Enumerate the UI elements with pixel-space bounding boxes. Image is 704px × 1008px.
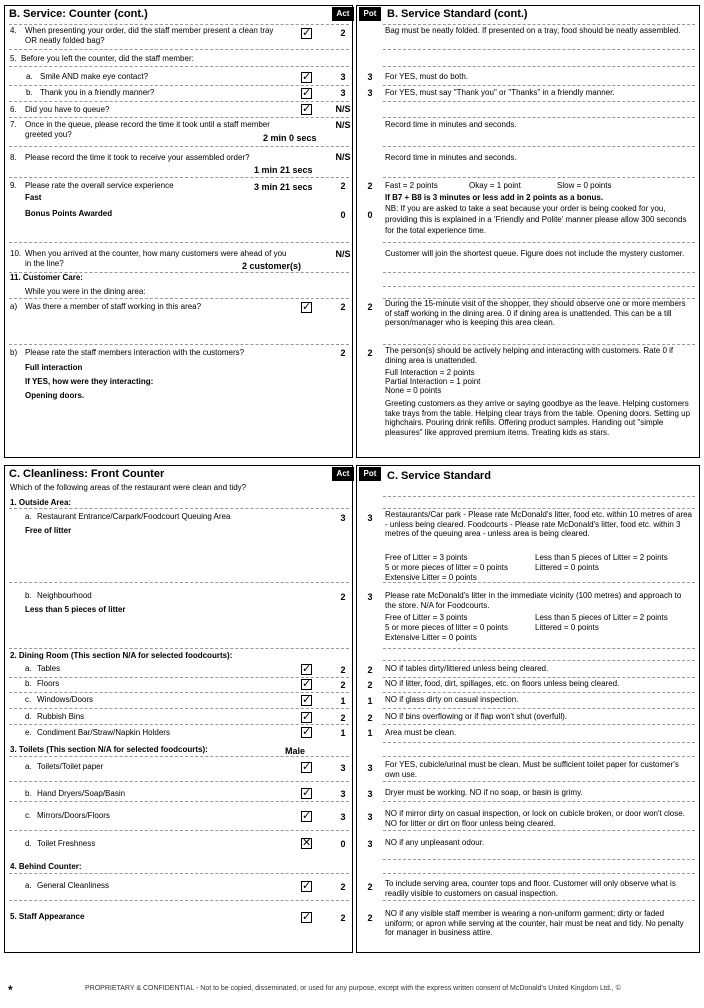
s1b-answer: Less than 5 pieces of litter: [25, 605, 126, 614]
q5a-letter: a.: [26, 72, 33, 81]
s1a-littered: Littered = 0 points: [535, 563, 599, 572]
footer-confidential: PROPRIETARY & CONFIDENTIAL - Not to be copied, disseminated, or used for any purpose, except with the express written consent of McDonald's United Kingdom Ltd., ©: [85, 985, 621, 992]
s3b-text: Hand Dryers/Soap/Basin: [37, 789, 126, 798]
s2c-checkbox[interactable]: ✓: [302, 694, 312, 706]
cleanliness-title: C. Cleanliness: Front Counter: [9, 468, 165, 480]
s1a-litter-free: Free of Litter = 3 points: [385, 553, 468, 562]
q11b-standard-partial: Partial Interaction = 1 point: [385, 377, 481, 386]
s4a-potential-score: 2: [367, 882, 373, 892]
q9-bonus-label: Bonus Points Awarded: [25, 209, 113, 218]
q11a-standard: During the 15-minute visit of the shopper, they should observe one or more members of staff working in the dining area. 0 if dining area is unattended. This can be a till person/manager who is keeping this area clean.: [385, 299, 686, 328]
s2d-potential-score: 2: [367, 713, 373, 723]
q11b-how-label: If YES, how were they interacting:: [25, 377, 154, 386]
q9-standard-note: NB: If you are asked to take a seat because your order is being cooked for you, providing this is explained in a 'Friendly and Polite' manner please allow 300 seconds for the total experience time.: [385, 204, 687, 235]
s2e-text: Condiment Bar/Straw/Napkin Holders: [37, 728, 170, 737]
q5a-actual-score: 3: [340, 72, 346, 82]
q9-potential-score: 2: [367, 181, 373, 191]
s1b-littered: Littered = 0 points: [535, 623, 599, 632]
q5-number: 5.: [10, 54, 17, 63]
q8-standard: Record time in minutes and seconds.: [385, 153, 517, 162]
cleanliness-standard-panel: [356, 465, 700, 953]
s1b-actual-score: 2: [340, 592, 346, 602]
q11b-potential-score: 2: [367, 348, 373, 358]
s1b-litter-more5: 5 or more pieces of litter = 0 points: [385, 623, 508, 632]
section-title: B. Service: Counter (cont.): [9, 8, 148, 20]
q5a-standard: For YES, must do both.: [385, 72, 469, 81]
s4a-text: General Cleanliness: [37, 881, 110, 890]
s1b-litter-free: Free of Litter = 3 points: [385, 613, 468, 622]
q11b-letter: b): [10, 348, 18, 357]
q11-subtitle: While you were in the dining area:: [25, 287, 146, 296]
s1b-text: Neighbourhood: [37, 591, 92, 600]
q9-time-value: 3 min 21 secs: [254, 182, 313, 192]
cleanliness-intro: Which of the following areas of the restaurant were clean and tidy?: [10, 483, 247, 492]
s1a-litter-less5: Less than 5 pieces of Litter = 2 points: [535, 553, 668, 562]
q8-number: 8.: [10, 153, 17, 162]
s3a-letter: a.: [25, 762, 32, 771]
service-standard-panel: [356, 5, 700, 458]
q11a-actual-score: 2: [340, 302, 346, 312]
q11a-letter: a): [10, 302, 18, 311]
q11b-standard-examples: Greeting customers as they arrive or saying goodbye as the leave. Helping customers take trays from the table. Helping clear trays from the table. Opening doors. Setting up highchairs. Pouring drink refills. Offering product samples. Handing out "simple pleasures" like approved premium items. Treating kids as stars.: [385, 399, 691, 437]
q9-bonus-actual-score: 0: [340, 210, 346, 220]
q5a-potential-score: 3: [367, 72, 373, 82]
s1a-actual-score: 3: [340, 513, 346, 523]
s2a-potential-score: 2: [367, 665, 373, 675]
q11b-how-answer: Opening doors.: [25, 391, 85, 400]
s2d-letter: d.: [25, 712, 32, 721]
s1a-letter: a.: [25, 512, 32, 521]
q6-actual-score: N/S: [335, 104, 351, 114]
s2a-text: Tables: [37, 664, 61, 673]
s1b-litter-extensive: Extensive Litter = 0 points: [385, 633, 477, 642]
q8-time-value: 1 min 21 secs: [254, 165, 313, 175]
s1b-letter: b.: [25, 591, 32, 600]
s2a-letter: a.: [25, 664, 32, 673]
q5-text: Before you left the counter, did the staff member:: [21, 54, 194, 63]
s1a-answer: Free of litter: [25, 526, 72, 535]
s3b-letter: b.: [25, 789, 32, 798]
q11a-checkbox[interactable]: ✓: [302, 301, 312, 313]
outside-area-heading: 1. Outside Area:: [10, 498, 72, 507]
q7-time-value: 2 min 0 secs: [263, 133, 317, 143]
s2b-standard: NO if litter, food, dirt, spillages, etc. on floors unless being cleared.: [385, 679, 620, 688]
s5-potential-score: 2: [367, 913, 373, 923]
q4-actual-score: 2: [340, 28, 346, 38]
s3c-letter: c.: [25, 811, 32, 820]
s2b-letter: b.: [25, 679, 32, 688]
q5b-letter: b.: [26, 88, 33, 97]
q7-actual-score: N/S: [335, 120, 351, 130]
s3a-checkbox[interactable]: ✓: [302, 761, 312, 773]
s3d-checkbox[interactable]: ✕: [302, 837, 312, 849]
s3b-standard: Dryer must be working. NO if no soap, or basin is grimy.: [385, 788, 583, 797]
q8-text: Please record the time it took to receive your assembled order?: [25, 153, 250, 162]
q5b-standard: For YES, must say "Thank you" or "Thanks" in a friendly manner.: [385, 88, 615, 97]
q5b-potential-score: 3: [367, 88, 373, 98]
s1a-potential-score: 3: [367, 513, 373, 523]
s2e-checkbox[interactable]: ✓: [302, 726, 312, 738]
s2d-actual-score: 2: [340, 713, 346, 723]
s3c-actual-score: 3: [340, 812, 346, 822]
s1a-text: Restaurant Entrance/Carpark/Foodcourt Queuing Area: [37, 512, 231, 521]
s3d-text: Toilet Freshness: [37, 839, 96, 848]
q9-answer: Fast: [25, 193, 42, 202]
s2c-text: Windows/Doors: [37, 695, 94, 704]
footer-star: *: [8, 983, 13, 997]
act-column-header: Act: [332, 7, 354, 21]
s3d-potential-score: 3: [367, 839, 373, 849]
q9-text: Please rate the overall service experience: [25, 181, 174, 190]
q4-checkbox[interactable]: ✓: [302, 27, 312, 39]
q9-actual-score: 2: [340, 181, 346, 191]
s2c-actual-score: 1: [340, 696, 346, 706]
q10-text: When you arrived at the counter, how many customers were ahead of you in the line?: [25, 249, 287, 268]
s1b-potential-score: 3: [367, 592, 373, 602]
toilets-heading: 3. Toilets (This section N/A for selected foodcourts):: [10, 745, 208, 754]
s3a-standard: For YES, cubicle/urinal must be clean. Must be sufficient toilet paper for customer's own use.: [385, 760, 679, 779]
q9-standard-fast: Fast = 2 points: [385, 181, 438, 190]
pot-column-header: Pot: [359, 7, 381, 21]
s2b-checkbox[interactable]: ✓: [302, 678, 312, 690]
s1a-litter-more5: 5 or more pieces of litter = 0 points: [385, 563, 508, 572]
s3b-checkbox[interactable]: ✓: [302, 787, 312, 799]
s3b-potential-score: 3: [367, 789, 373, 799]
s2d-text: Rubbish Bins: [37, 712, 85, 721]
s2d-standard: NO if bins overflowing or if flap won't shut (overfull).: [385, 712, 568, 721]
q8-actual-score: N/S: [335, 152, 351, 162]
q9-bonus-potential-score: 0: [367, 210, 373, 220]
cleanliness-panel: [4, 465, 353, 953]
s3c-standard: NO if mirror dirty on casual inspection, or lock on cubicle broken, or door won't close. NO for litter or dirt on floor unless being cleared.: [385, 809, 685, 828]
s3d-standard: NO if any unpleasant odour.: [385, 838, 485, 847]
s5-standard: NO if any visible staff member is wearing a non-uniform garment; dirty or faded uniform; or apron while serving at the counter, hair must be neat and tidy. No penalty for manager in business attire.: [385, 909, 684, 938]
toilets-gender: Male: [285, 746, 306, 756]
pot-column-header-2: Pot: [359, 467, 381, 481]
s3a-potential-score: 3: [367, 763, 373, 773]
q7-text: Once in the queue, please record the time it took until a staff member greeted you?: [25, 120, 270, 139]
behind-counter-heading: 4. Behind Counter:: [10, 862, 82, 871]
q11-title: 11. Customer Care:: [10, 273, 83, 282]
s3c-text: Mirrors/Doors/Floors: [37, 811, 110, 820]
q5b-checkbox[interactable]: ✓: [302, 87, 312, 99]
q11b-answer: Full interaction: [25, 363, 83, 372]
s3a-actual-score: 3: [340, 763, 346, 773]
q11a-text: Was there a member of staff working in this area?: [25, 302, 202, 311]
q11b-text: Please rate the staff members interaction with the customers?: [25, 348, 245, 357]
s5-checkbox[interactable]: ✓: [302, 911, 312, 923]
q6-number: 6.: [10, 105, 17, 114]
q10-count-value: 2 customer(s): [242, 261, 302, 271]
s3a-text: Toilets/Toilet paper: [37, 762, 104, 771]
standard-title: B. Service Standard (cont.): [387, 8, 528, 20]
q5a-checkbox[interactable]: ✓: [302, 71, 312, 83]
q5b-text: Thank you in a friendly manner?: [40, 88, 155, 97]
s2a-checkbox[interactable]: ✓: [302, 663, 312, 675]
act-column-header-2: Act: [332, 467, 354, 481]
q9-standard-slow: Slow = 0 points: [557, 181, 612, 190]
s3d-actual-score: 0: [340, 839, 346, 849]
q9-standard-bonus: If B7 + B8 is 3 minutes or less add in 2 points as a bonus.: [385, 193, 604, 202]
s2c-potential-score: 1: [367, 696, 373, 706]
staff-appearance-heading: 5. Staff Appearance: [10, 912, 85, 921]
q9-number: 9.: [10, 181, 17, 190]
q5b-actual-score: 3: [340, 88, 346, 98]
q9-standard-okay: Okay = 1 point: [469, 181, 521, 190]
s3d-letter: d.: [25, 839, 32, 848]
s2a-standard: NO if tables dirty/littered unless being cleared.: [385, 664, 549, 673]
s2b-text: Floors: [37, 679, 60, 688]
s2b-actual-score: 2: [340, 680, 346, 690]
q6-checkbox[interactable]: ✓: [302, 103, 312, 115]
s1a-litter-extensive: Extensive Litter = 0 points: [385, 573, 477, 582]
s2d-checkbox[interactable]: ✓: [302, 711, 312, 723]
s2e-letter: e.: [25, 728, 32, 737]
s3c-potential-score: 3: [367, 812, 373, 822]
q11b-standard-full: Full Interaction = 2 points: [385, 368, 475, 377]
s1b-litter-less5: Less than 5 pieces of Litter = 2 points: [535, 613, 668, 622]
q11a-potential-score: 2: [367, 302, 373, 312]
q10-standard: Customer will join the shortest queue. Figure does not include the mystery customer.: [385, 249, 685, 258]
q6-text: Did you have to queue?: [25, 105, 110, 114]
q5a-text: Smile AND make eye contact?: [40, 72, 149, 81]
s4a-actual-score: 2: [340, 882, 346, 892]
service-counter-panel: [4, 5, 353, 458]
s1a-standard: Restaurants/Car park - Please rate McDonald's litter, food etc. within 10 metres of area - unless being cleared. Foodcourts - Please rate McDonald's litter, food etc. within 3 metres of the queuing area - unless area is being cleared.: [385, 510, 692, 539]
q11b-standard-intro: The person(s) should be actively helping and interacting with customers. Rate 0 if dining area is unattended.: [385, 346, 674, 365]
s2c-letter: c.: [25, 695, 32, 704]
q10-number: 10.: [10, 249, 22, 258]
s4a-checkbox[interactable]: ✓: [302, 880, 312, 892]
s2e-potential-score: 1: [367, 728, 373, 738]
dining-room-heading: 2. Dining Room (This section N/A for selected foodcourts):: [10, 651, 233, 660]
s5-actual-score: 2: [340, 913, 346, 923]
s4a-standard: To include serving area, counter tops and floor. Customer will only observe what is readily visible to customers on casual inspection.: [385, 879, 676, 898]
q7-number: 7.: [10, 120, 17, 129]
q10-actual-score: N/S: [335, 249, 351, 259]
s4a-letter: a.: [25, 881, 32, 890]
s2e-standard: Area must be clean.: [385, 728, 457, 737]
s2e-actual-score: 1: [340, 728, 346, 738]
q4-standard: Bag must be neatly folded. If presented on a tray, food should be neatly assembled.: [385, 26, 681, 35]
q4-number: 4.: [10, 26, 17, 35]
s2c-standard: NO if glass dirty on casual inspection.: [385, 695, 519, 704]
s3c-checkbox[interactable]: ✓: [302, 810, 312, 822]
cleanliness-standard-title: C. Service Standard: [387, 470, 491, 482]
s1b-standard: Please rate McDonald's litter in the immediate vicinity (100 metres) and approach to the store. N/A for Foodcourts.: [385, 591, 682, 610]
q11b-actual-score: 2: [340, 348, 346, 358]
s3b-actual-score: 3: [340, 789, 346, 799]
s2b-potential-score: 2: [367, 680, 373, 690]
q4-text: When presenting your order, did the staff member present a clean tray OR neatly folded bag?: [25, 26, 274, 45]
q11b-standard-none: None = 0 points: [385, 386, 442, 395]
q7-standard: Record time in minutes and seconds.: [385, 120, 517, 129]
s2a-actual-score: 2: [340, 665, 346, 675]
